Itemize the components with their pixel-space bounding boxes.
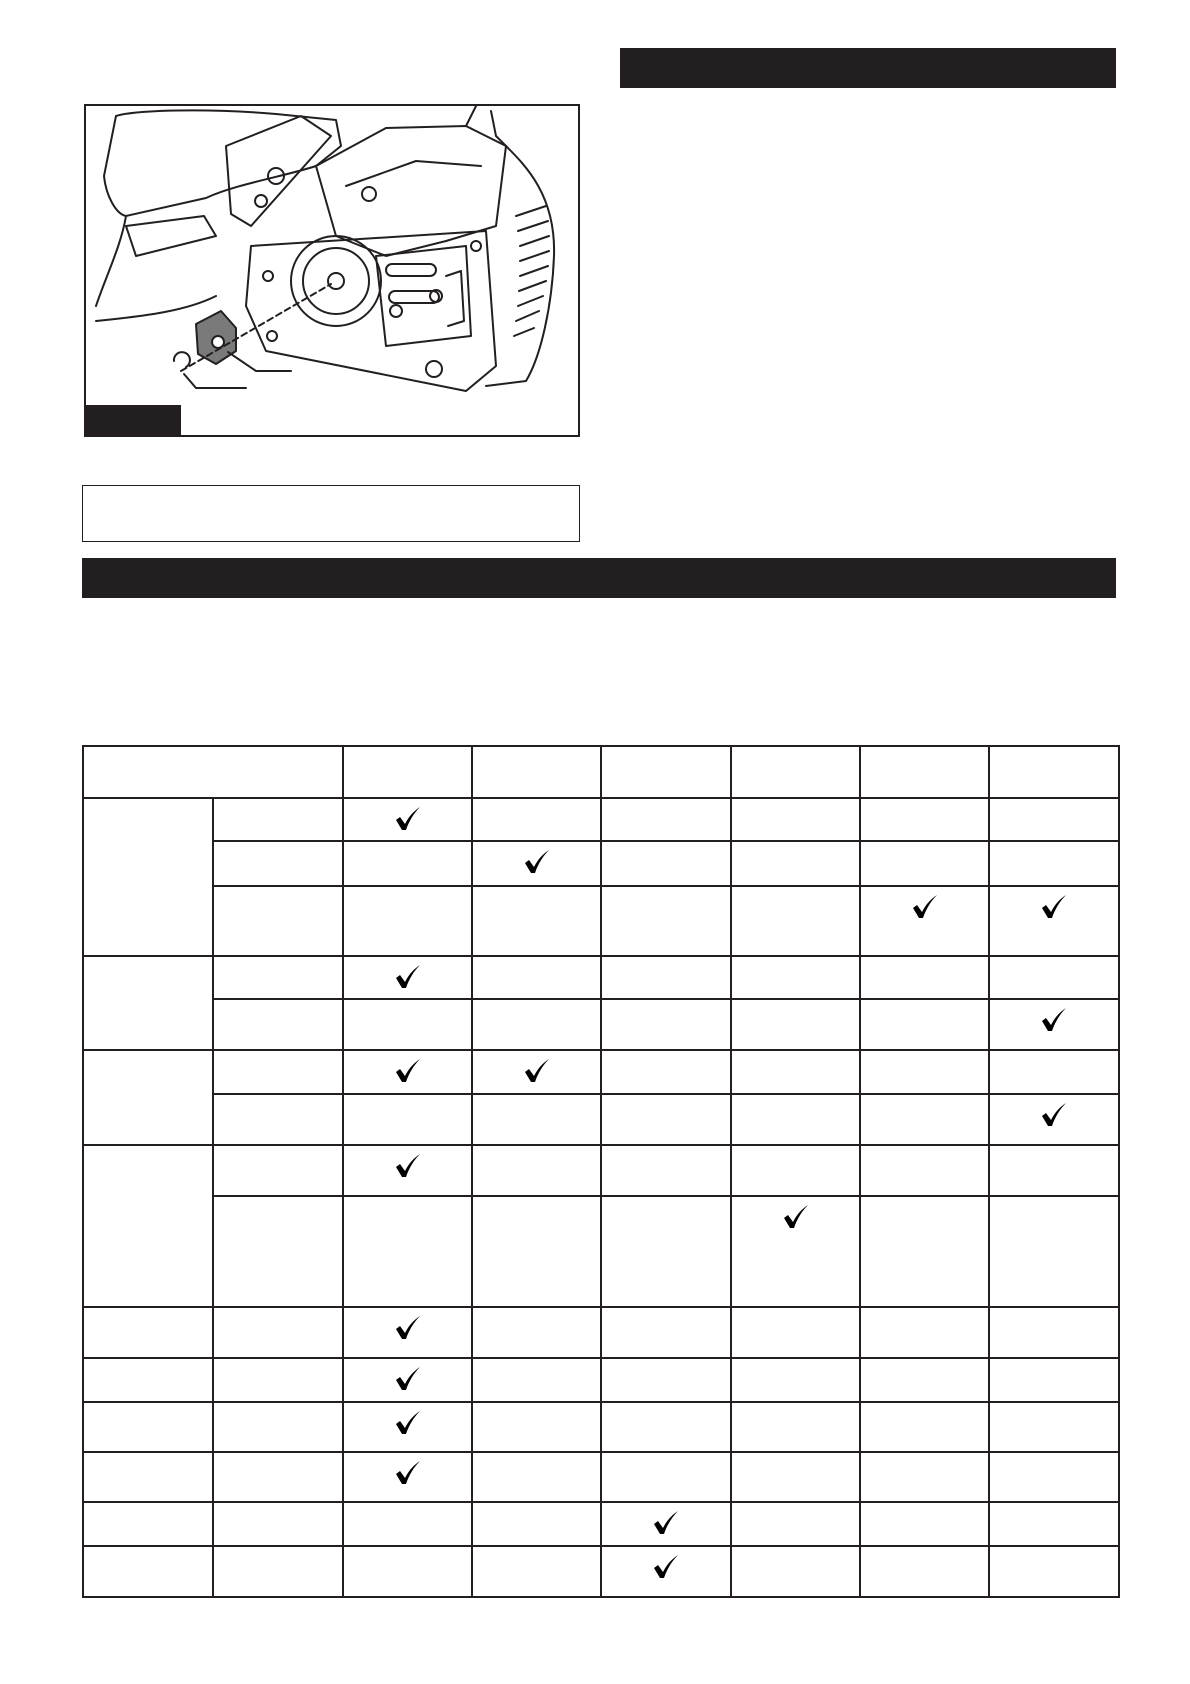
- check-mark-icon: [912, 895, 938, 919]
- check-mark-icon: [395, 1411, 421, 1435]
- header-interval-cell: [989, 746, 1119, 798]
- interval-cell: [860, 1145, 989, 1196]
- table-header-row: [83, 746, 1119, 798]
- item-group-cell: [83, 1502, 213, 1546]
- check-mark-icon: [395, 807, 421, 831]
- interval-cell: [472, 1307, 601, 1358]
- interval-cell: [989, 1094, 1119, 1145]
- header-interval-cell: [860, 746, 989, 798]
- interval-cell: [989, 1546, 1119, 1597]
- interval-cell: [601, 1094, 731, 1145]
- interval-cell: [731, 956, 860, 999]
- interval-cell: [989, 1402, 1119, 1452]
- interval-cell: [601, 1145, 731, 1196]
- table-row: [83, 1402, 1119, 1452]
- header-interval-cell: [731, 746, 860, 798]
- interval-cell: [601, 1358, 731, 1402]
- header-interval-cell: [343, 746, 472, 798]
- interval-cell: [343, 1502, 472, 1546]
- table-row: [83, 1094, 1119, 1145]
- interval-cell: [343, 1307, 472, 1358]
- interval-cell: [989, 1452, 1119, 1502]
- interval-cell: [472, 1402, 601, 1452]
- check-mark-icon: [1041, 1008, 1067, 1032]
- interval-cell: [860, 1452, 989, 1502]
- interval-cell: [343, 1358, 472, 1402]
- interval-cell: [343, 1094, 472, 1145]
- interval-cell: [731, 999, 860, 1050]
- table-row: [83, 1546, 1119, 1597]
- interval-cell: [343, 841, 472, 886]
- check-mark-icon: [395, 1461, 421, 1485]
- check-mark-icon: [395, 1059, 421, 1083]
- interval-cell: [472, 1050, 601, 1094]
- chainsaw-drawing: [86, 106, 580, 437]
- item-group-cell: [83, 1452, 213, 1502]
- item-group-cell: [83, 956, 213, 1050]
- interval-cell: [989, 886, 1119, 956]
- action-cell: [213, 1452, 343, 1502]
- table-row: [83, 1307, 1119, 1358]
- sprocket-illustration: [84, 104, 580, 437]
- maintenance-schedule-table: [82, 745, 1118, 1598]
- check-mark-icon: [395, 1154, 421, 1178]
- header-interval-cell: [601, 746, 731, 798]
- interval-cell: [601, 841, 731, 886]
- action-cell: [213, 1358, 343, 1402]
- table-row: [83, 956, 1119, 999]
- action-cell: [213, 886, 343, 956]
- interval-cell: [343, 886, 472, 956]
- interval-cell: [343, 1196, 472, 1307]
- interval-cell: [472, 886, 601, 956]
- table-row: [83, 1050, 1119, 1094]
- interval-cell: [860, 1094, 989, 1145]
- interval-cell: [989, 1145, 1119, 1196]
- check-mark-icon: [524, 850, 550, 874]
- interval-cell: [601, 956, 731, 999]
- interval-cell: [989, 1050, 1119, 1094]
- action-cell: [213, 1050, 343, 1094]
- interval-cell: [860, 956, 989, 999]
- interval-cell: [989, 1196, 1119, 1307]
- interval-cell: [601, 1546, 731, 1597]
- interval-cell: [731, 1502, 860, 1546]
- item-group-cell: [83, 798, 213, 956]
- interval-cell: [472, 841, 601, 886]
- header-interval-cell: [472, 746, 601, 798]
- interval-cell: [731, 841, 860, 886]
- interval-cell: [343, 1145, 472, 1196]
- action-cell: [213, 798, 343, 841]
- check-mark-icon: [395, 965, 421, 989]
- note-box: [82, 485, 580, 542]
- item-group-cell: [83, 1145, 213, 1307]
- interval-cell: [860, 1358, 989, 1402]
- interval-cell: [343, 999, 472, 1050]
- check-mark-icon: [1041, 895, 1067, 919]
- interval-cell: [343, 798, 472, 841]
- item-group-cell: [83, 1358, 213, 1402]
- check-mark-icon: [653, 1555, 679, 1579]
- interval-cell: [860, 1307, 989, 1358]
- interval-cell: [731, 1145, 860, 1196]
- interval-cell: [860, 1402, 989, 1452]
- interval-cell: [472, 1546, 601, 1597]
- action-cell: [213, 841, 343, 886]
- interval-cell: [989, 1358, 1119, 1402]
- interval-cell: [472, 1094, 601, 1145]
- interval-cell: [343, 1546, 472, 1597]
- table-row: [83, 1502, 1119, 1546]
- interval-cell: [601, 1502, 731, 1546]
- interval-cell: [472, 1502, 601, 1546]
- interval-cell: [731, 1358, 860, 1402]
- interval-cell: [860, 798, 989, 841]
- interval-cell: [731, 1094, 860, 1145]
- interval-cell: [472, 1196, 601, 1307]
- interval-cell: [731, 1307, 860, 1358]
- interval-cell: [472, 1358, 601, 1402]
- interval-cell: [989, 1307, 1119, 1358]
- action-cell: [213, 1307, 343, 1358]
- interval-cell: [601, 999, 731, 1050]
- interval-cell: [989, 1502, 1119, 1546]
- action-cell: [213, 1145, 343, 1196]
- interval-cell: [731, 886, 860, 956]
- check-mark-icon: [653, 1511, 679, 1535]
- check-mark-icon: [1041, 1103, 1067, 1127]
- interval-cell: [472, 956, 601, 999]
- interval-cell: [343, 1452, 472, 1502]
- interval-cell: [989, 999, 1119, 1050]
- table-row: [83, 999, 1119, 1050]
- interval-cell: [860, 999, 989, 1050]
- action-cell: [213, 1402, 343, 1452]
- item-group-cell: [83, 1402, 213, 1452]
- table-row: [83, 1358, 1119, 1402]
- interval-cell: [860, 841, 989, 886]
- interval-cell: [472, 1452, 601, 1502]
- interval-cell: [601, 886, 731, 956]
- table-row: [83, 1145, 1119, 1196]
- interval-cell: [860, 1050, 989, 1094]
- check-mark-icon: [395, 1367, 421, 1391]
- interval-cell: [989, 956, 1119, 999]
- interval-cell: [860, 1546, 989, 1597]
- interval-cell: [731, 1452, 860, 1502]
- action-cell: [213, 956, 343, 999]
- interval-cell: [989, 841, 1119, 886]
- interval-cell: [472, 798, 601, 841]
- interval-cell: [343, 956, 472, 999]
- action-cell: [213, 1502, 343, 1546]
- check-mark-icon: [783, 1205, 809, 1229]
- interval-cell: [601, 1402, 731, 1452]
- action-cell: [213, 999, 343, 1050]
- interval-cell: [860, 886, 989, 956]
- action-cell: [213, 1094, 343, 1145]
- table-row: [83, 1196, 1119, 1307]
- interval-cell: [601, 798, 731, 841]
- interval-cell: [601, 1307, 731, 1358]
- item-group-cell: [83, 1546, 213, 1597]
- interval-cell: [472, 1145, 601, 1196]
- interval-cell: [860, 1196, 989, 1307]
- interval-cell: [601, 1196, 731, 1307]
- interval-cell: [731, 1196, 860, 1307]
- table-row: [83, 798, 1119, 841]
- action-cell: [213, 1546, 343, 1597]
- table-row: [83, 841, 1119, 886]
- item-group-cell: [83, 1050, 213, 1145]
- item-group-cell: [83, 1307, 213, 1358]
- header-item-cell: [83, 746, 343, 798]
- interval-cell: [343, 1050, 472, 1094]
- interval-cell: [731, 1546, 860, 1597]
- interval-cell: [601, 1050, 731, 1094]
- section-header-bar-maintenance: [82, 558, 1116, 598]
- maintenance-table: [82, 745, 1120, 1598]
- interval-cell: [343, 1402, 472, 1452]
- interval-cell: [472, 999, 601, 1050]
- section-header-bar-top: [620, 48, 1116, 88]
- interval-cell: [601, 1452, 731, 1502]
- action-cell: [213, 1196, 343, 1307]
- interval-cell: [731, 1050, 860, 1094]
- interval-cell: [731, 1402, 860, 1452]
- interval-cell: [860, 1502, 989, 1546]
- interval-cell: [989, 798, 1119, 841]
- figure-number-label: [86, 405, 181, 435]
- check-mark-icon: [395, 1316, 421, 1340]
- table-row: [83, 1452, 1119, 1502]
- table-row: [83, 886, 1119, 956]
- check-mark-icon: [524, 1059, 550, 1083]
- interval-cell: [731, 798, 860, 841]
